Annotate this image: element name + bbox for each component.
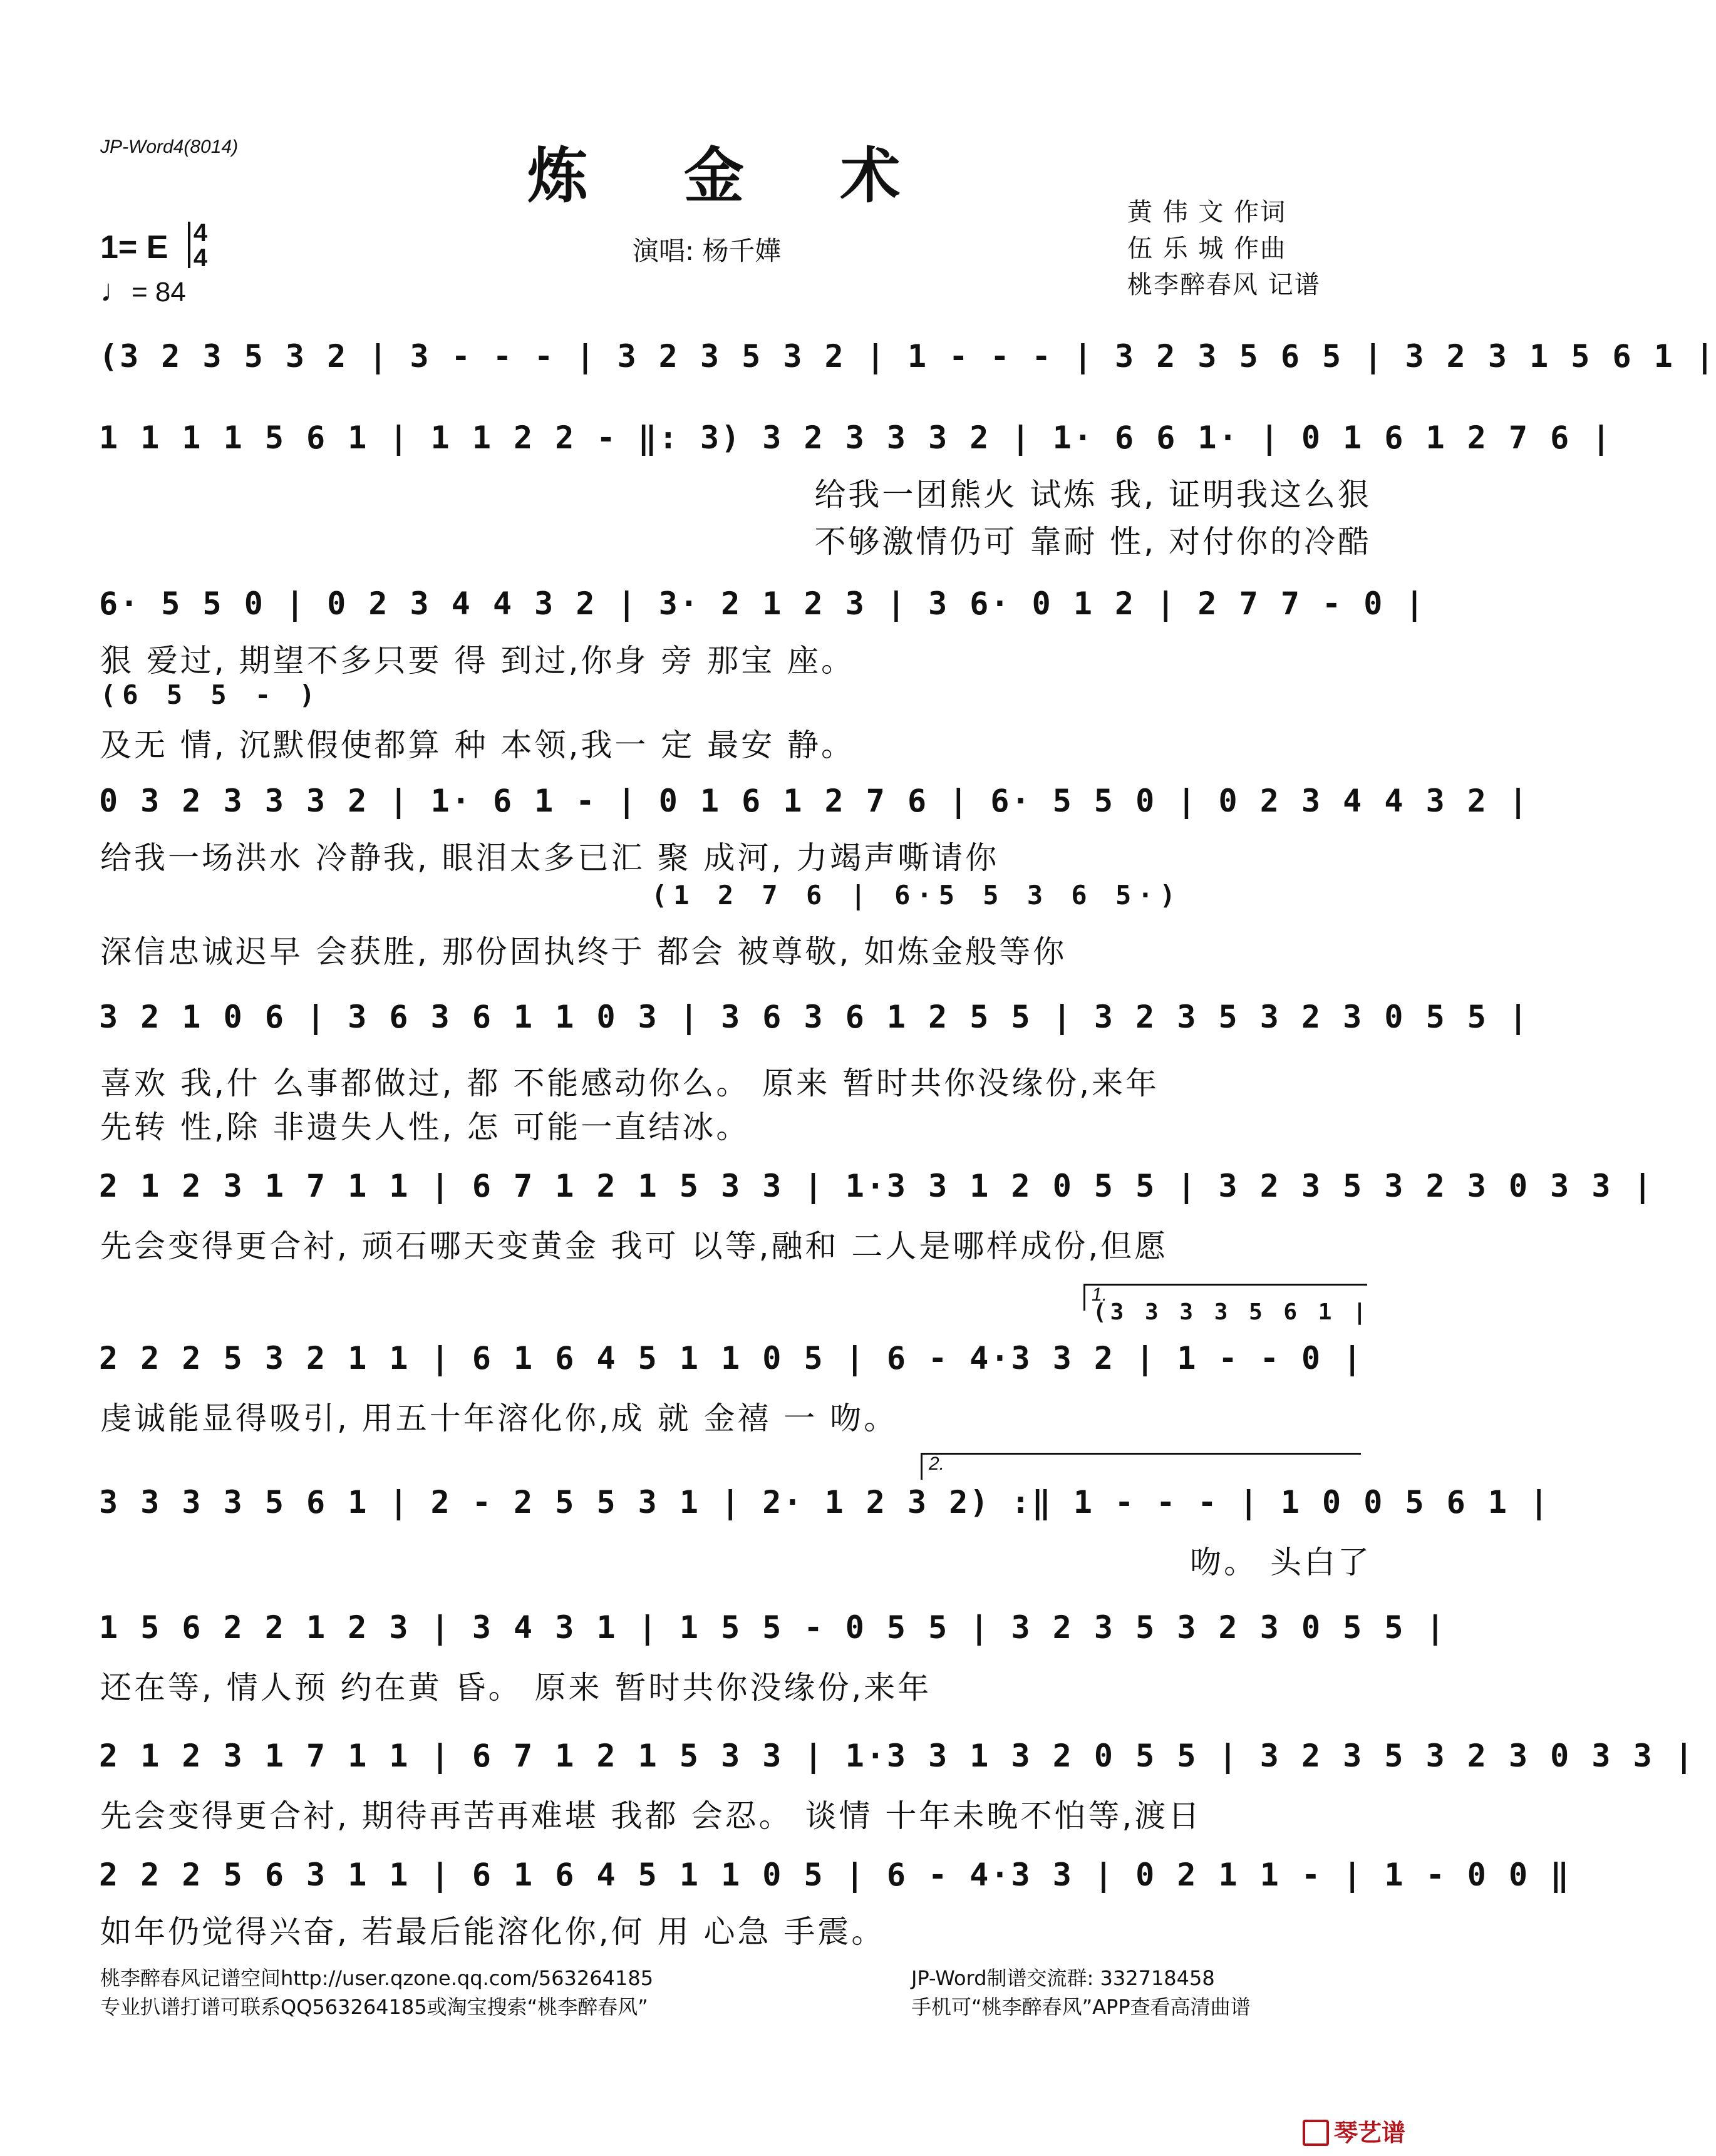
lyric-row-11a: 如年仍觉得兴奋, 若最后能溶化你,何 用 心急 手震。: [100, 1914, 886, 1950]
time-bar: [188, 222, 190, 268]
score-row-2: 1 1 1 1 5 6 1 | 1 1 2 2 - ‖: 3) 3 2 3 3 3 2 | 1· 6 6 1· | 0 1 6 1 2 7 6 |: [99, 420, 1613, 456]
score-row-8: 3 3 3 3 5 6 1 | 2 - 2 5 5 3 1 | 2· 1 2 3 2) :‖ 1 - - - | 1 0 0 5 6 1 |: [99, 1484, 1551, 1520]
lyric-row-9a: 还在等, 情人预 约在黄 昏。 原来 暂时共你没缘份,来年: [100, 1669, 932, 1706]
footer-left-line-1: 桃李醉春风记谱空间http://user.qzone.qq.com/563264185: [100, 1966, 654, 1990]
aside-row-4: (1 2 7 6 | 6·5 5 3 6 5·): [651, 880, 1182, 910]
aside-row-3: (6 5 5 - ): [100, 679, 321, 710]
composer: 伍 乐 城 作曲: [1127, 234, 1287, 263]
volta-1: 1.: [1083, 1284, 1367, 1311]
lyric-row-6a: 先会变得更合衬, 顽石哪天变黄金 我可 以等,融和 二人是哪样成份,但愿: [100, 1228, 1169, 1264]
score-row-1: (3 2 3 5 3 2 | 3 - - - | 3 2 3 5 3 2 | 1 - - - | 3 2 3 5 6 5 | 3 2 3 1 5 6 1 |: [99, 338, 1716, 374]
score-row-4: 0 3 2 3 3 3 2 | 1· 6 1 - | 0 1 6 1 2 7 6 | 6· 5 5 0 | 0 2 3 4 4 3 2 |: [99, 783, 1530, 819]
aside-row-7: (3 3 3 3 5 6 1 |: [1093, 1299, 1370, 1325]
score-row-10: 2 1 2 3 1 7 1 1 | 6 7 1 2 1 5 3 3 | 1·3 3 1 3 2 0 5 5 | 3 2 3 5 3 2 3 0 3 3 |: [99, 1738, 1695, 1774]
time-bottom: 4: [193, 244, 208, 272]
score-row-6: 2 1 2 3 1 7 1 1 | 6 7 1 2 1 5 3 3 | 1·3 3 1 2 0 5 5 | 3 2 3 5 3 2 3 0 3 3 |: [99, 1168, 1654, 1204]
watermark-logo: [1303, 2113, 1405, 2148]
software-label: JP-Word4(8014): [100, 137, 239, 157]
volta-2: 2.: [921, 1453, 1361, 1480]
tempo-marking: [100, 272, 186, 309]
lyric-row-2b: 不够激情仍可 靠耐 性, 对付你的冷酷: [814, 524, 1372, 560]
singer: 演唱: 杨千嬅: [633, 235, 782, 266]
time-signature: [188, 220, 213, 271]
watermark-text: 琴艺谱: [1334, 2119, 1406, 2147]
score-row-7: 2 2 2 5 3 2 1 1 | 6 1 6 4 5 1 1 0 5 | 6 - 4·3 3 2 | 1 - - 0 |: [99, 1340, 1364, 1376]
lyric-row-5a: 喜欢 我,什 么事都做过, 都 不能感动你么。 原来 暂时共你没缘份,来年: [100, 1065, 1160, 1101]
lyric-row-10a: 先会变得更合衬, 期待再苦再难堪 我都 会忍。 谈情 十年未晚不怕等,渡日: [100, 1798, 1202, 1834]
lyric-row-2a: 给我一团熊火 试炼 我, 证明我这么狠: [814, 477, 1372, 513]
time-top: 4: [193, 219, 208, 247]
score-row-5: 3 2 1 0 6 | 3 6 3 6 1 1 0 3 | 3 6 3 6 1 2 5 5 | 3 2 3 5 3 2 3 0 5 5 |: [99, 999, 1530, 1035]
footer-left-line-2: 专业扒谱打谱可联系QQ563264185或淘宝搜索“桃李醉春风”: [100, 1995, 648, 2019]
watermark-mark-icon: [1303, 2120, 1329, 2146]
footer-right: [911, 1964, 1251, 2021]
song-title: 炼 金 术: [527, 141, 938, 211]
transcriber: 桃李醉春风 记谱: [1127, 271, 1321, 299]
lyric-row-3a: 狠 爱过, 期望不多只要 得 到过,你身 旁 那宝 座。: [100, 642, 855, 679]
lyric-row-7a: 虔诚能显得吸引, 用五十年溶化你,成 就 金禧 一 吻。: [100, 1400, 898, 1436]
tempo-value: = 84: [132, 277, 186, 307]
lyric-row-3b: 及无 情, 沉默假使都算 种 本领,我一 定 最安 静。: [100, 727, 855, 763]
score-row-3: 6· 5 5 0 | 0 2 3 4 4 3 2 | 3· 2 1 2 3 | 3 6· 0 1 2 | 2 7 7 - 0 |: [99, 585, 1426, 622]
footer-left: [100, 1964, 653, 2021]
lyric-row-8a: 吻。 头白了: [1190, 1544, 1372, 1581]
credits: [1127, 194, 1321, 303]
score-row-11: 2 2 2 5 6 3 1 1 | 6 1 6 4 5 1 1 0 5 | 6 - 4·3 3 | 0 2 1 1 - | 1 - 0 0 ‖: [99, 1857, 1571, 1893]
key-signature: 1= E: [100, 229, 168, 266]
footer-right-line-1: JP-Word制谱交流群: 332718458: [911, 1966, 1215, 1990]
lyric-row-5b: 先转 性,除 非遗失人性, 怎 可能一直结冰。: [100, 1109, 750, 1145]
lyric-row-4b: 深信忠诚迟早 会获胜, 那份固执终于 都会 被尊敬, 如炼金般等你: [100, 934, 1067, 970]
score-row-9: 1 5 6 2 2 1 2 3 | 3 4 3 1 | 1 5 5 - 0 5 5 | 3 2 3 5 3 2 3 0 5 5 |: [99, 1609, 1447, 1646]
lyricist: 黄 伟 文 作词: [1127, 198, 1287, 227]
footer-right-line-2: 手机可“桃李醉春风”APP查看高清曲谱: [911, 1995, 1251, 2019]
quarter-note-icon: ♩: [100, 273, 132, 308]
lyric-row-4a: 给我一场洪水 冷静我, 眼泪太多已汇 聚 成河, 力竭声嘶请你: [100, 840, 1000, 876]
